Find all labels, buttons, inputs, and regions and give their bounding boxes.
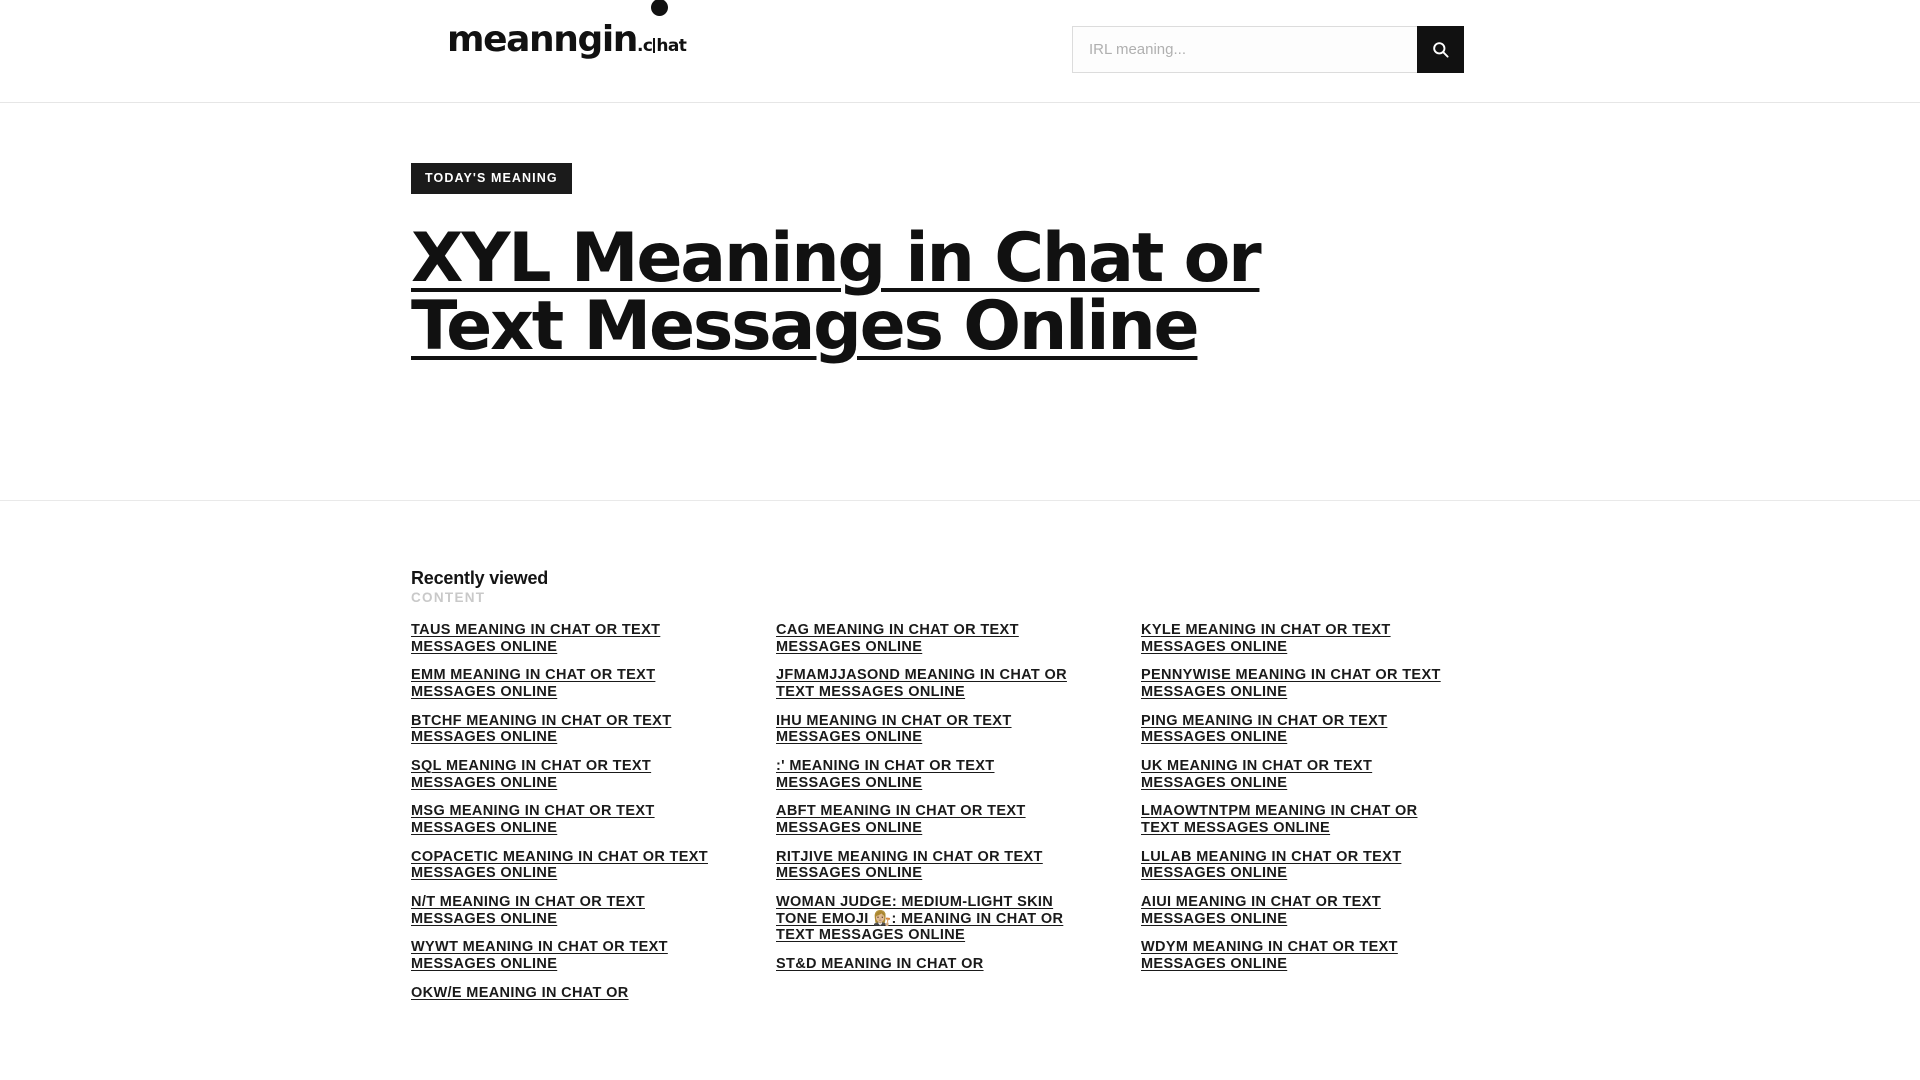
recently-viewed-column-2 [776, 622, 1081, 1013]
list-item[interactable]: N/T MEANING IN CHAT OR TEXT MESSAGES ONLINE [411, 894, 645, 927]
list-item[interactable]: KYLE MEANING IN CHAT OR TEXT MESSAGES ONLINE [1141, 622, 1391, 655]
list-item[interactable]: TAUS MEANING IN CHAT OR TEXT MESSAGES ONLINE [411, 622, 661, 655]
list-item[interactable]: JFMAMJJASOND MEANING IN CHAT OR TEXT MESSAGES ONLINE [776, 667, 1067, 701]
list-item[interactable]: WOMAN JUDGE: MEDIUM-LIGHT SKIN TONE EMOJI 👩🏼‍⚖️: MEANING IN CHAT OR TEXT MESSAGES ONLINE [776, 894, 1064, 944]
list-item[interactable]: PING MEANING IN CHAT OR TEXT MESSAGES ONLINE [1141, 712, 1388, 746]
site-header [0, 0, 1920, 103]
site-logo[interactable] [447, 19, 687, 60]
list-item[interactable]: ST&D MEANING IN CHAT OR [776, 956, 984, 973]
recently-viewed-column-3 [1141, 622, 1441, 1013]
recently-viewed-subheading: CONTENT [411, 590, 486, 605]
hero-section [0, 103, 1920, 501]
list-item[interactable]: WDYM MEANING IN CHAT OR TEXT MESSAGES ONLINE [1141, 939, 1398, 973]
search-form[interactable] [1072, 26, 1464, 73]
dot-i-icon [651, 0, 668, 16]
status-badge: TODAY'S MEANING [411, 163, 572, 194]
list-item[interactable]: SQL MEANING IN CHAT OR TEXT MESSAGES ONLINE [411, 758, 652, 791]
list-item[interactable]: OKW/E MEANING IN CHAT OR [411, 984, 629, 1001]
logo-text: mean ngin [447, 22, 637, 58]
list-item[interactable]: RITJIVE MEANING IN CHAT OR TEXT MESSAGES ONLINE [776, 848, 1043, 882]
list-item[interactable]: AIUI MEANING IN CHAT OR TEXT MESSAGES ONLINE [1141, 894, 1381, 927]
search-icon [1431, 40, 1450, 59]
list-item[interactable]: :' MEANING IN CHAT OR TEXT MESSAGES ONLINE [776, 758, 995, 791]
list-item[interactable]: MSG MEANING IN CHAT OR TEXT MESSAGES ONLINE [411, 803, 655, 837]
list-item[interactable]: IHU MEANING IN CHAT OR TEXT MESSAGES ONLINE [776, 712, 1012, 746]
list-item[interactable]: CAG MEANING IN CHAT OR TEXT MESSAGES ONLINE [776, 622, 1019, 655]
recently-viewed-columns [411, 622, 1510, 1013]
list-item[interactable]: ABFT MEANING IN CHAT OR TEXT MESSAGES ONLINE [776, 803, 1026, 837]
recently-viewed-heading: Recently viewed [411, 568, 549, 588]
list-item[interactable]: LMAOWTNTPM MEANING IN CHAT OR TEXT MESSAGES ONLINE [1141, 803, 1418, 837]
list-item[interactable]: UK MEANING IN CHAT OR TEXT MESSAGES ONLINE [1141, 758, 1373, 791]
page-title-link[interactable]: XYL Meaning in Chat or Text Messages Online [411, 219, 1260, 366]
list-item[interactable]: WYWT MEANING IN CHAT OR TEXT MESSAGES ONLINE [411, 939, 668, 973]
list-item[interactable]: PENNYWISE MEANING IN CHAT OR TEXT MESSAGES ONLINE [1141, 667, 1441, 701]
list-item[interactable]: BTCHF MEANING IN CHAT OR TEXT MESSAGES ONLINE [411, 712, 672, 746]
list-item[interactable]: COPACETIC MEANING IN CHAT OR TEXT MESSAGES ONLINE [411, 848, 708, 882]
page-title [411, 219, 1341, 366]
search-input[interactable] [1072, 26, 1417, 73]
list-item[interactable]: LULAB MEANING IN CHAT OR TEXT MESSAGES ONLINE [1141, 848, 1402, 882]
recently-viewed-section [0, 501, 1920, 1013]
logo-suffix: .c hat [637, 36, 687, 56]
recently-viewed-column-1 [411, 622, 716, 1013]
list-item[interactable]: EMM MEANING IN CHAT OR TEXT MESSAGES ONLINE [411, 667, 656, 701]
search-button[interactable] [1417, 26, 1464, 73]
